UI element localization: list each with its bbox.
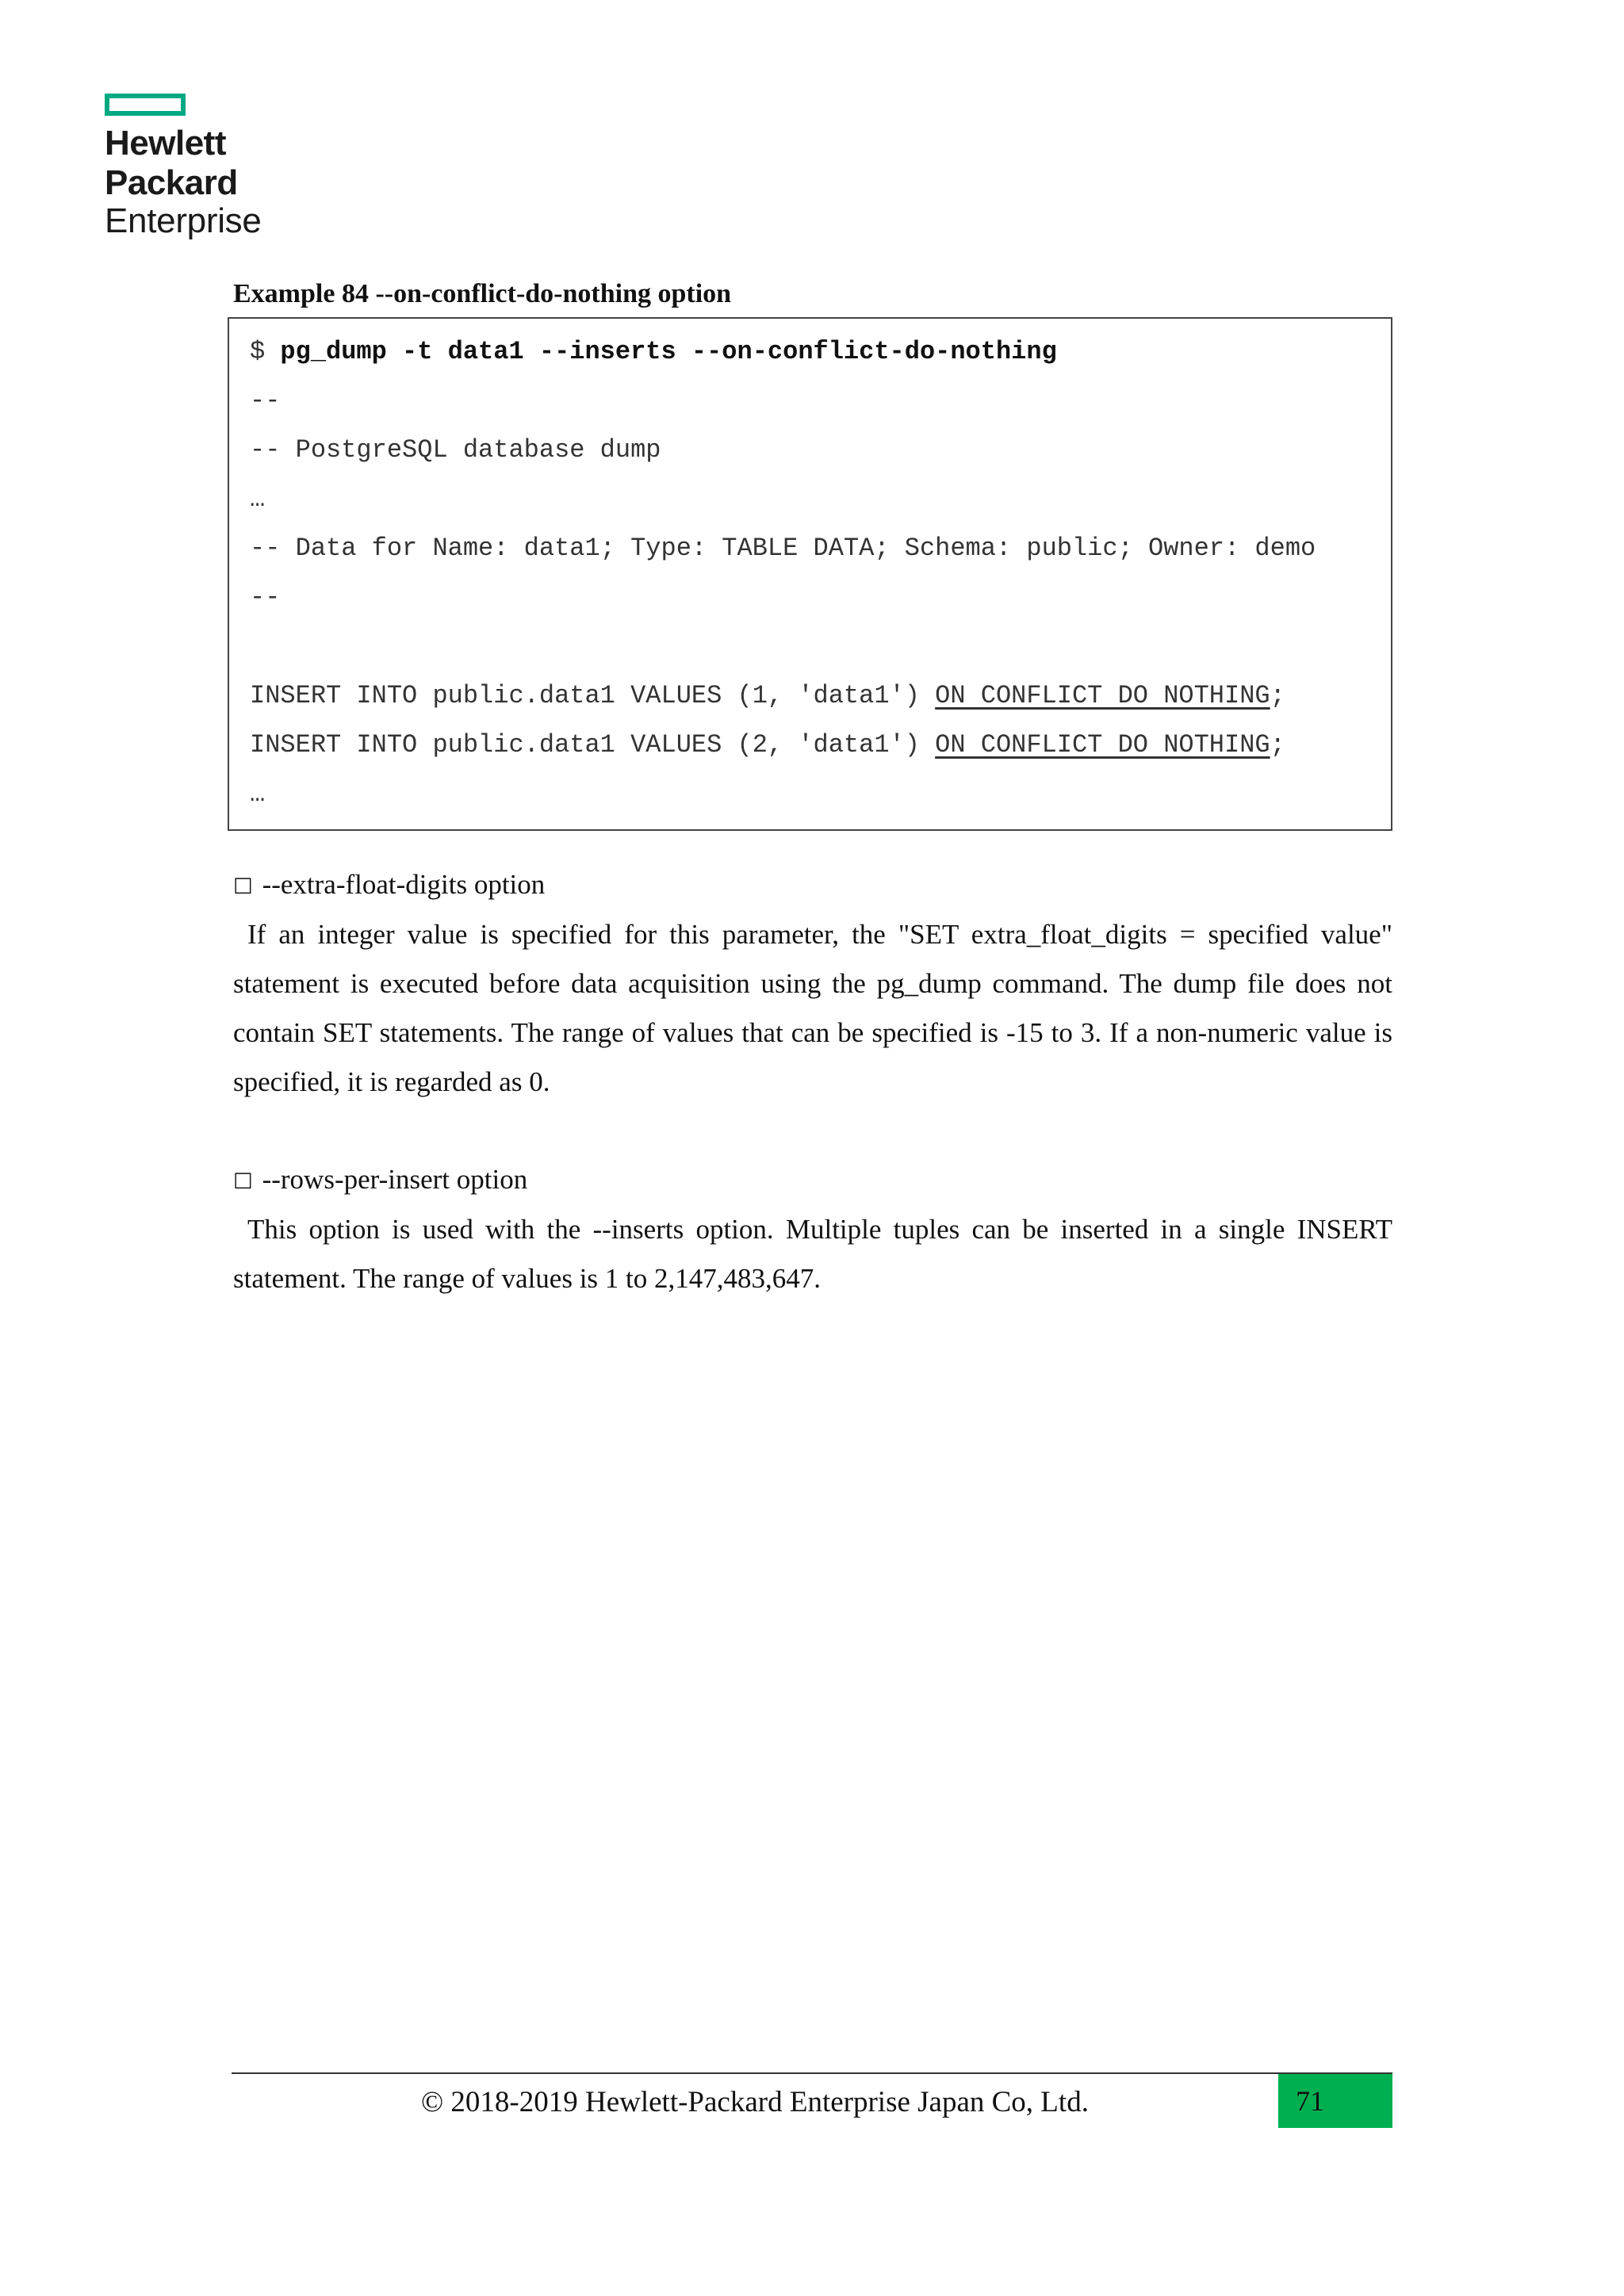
code-prompt: $ <box>250 337 281 366</box>
insert-statement: INSERT INTO public.data1 VALUES (1, 'data1') <box>250 681 936 710</box>
checkbox-bullet-icon: □ <box>233 873 253 897</box>
code-block <box>228 317 1392 831</box>
code-line: -- <box>250 583 281 612</box>
insert-statement: INSERT INTO public.data1 VALUES (2, 'data1') <box>250 730 936 760</box>
section-body-extra-float-digits: If an integer value is specified for this parameter, the "SET extra_float_digits = specified value" statement is executed before data acquisition using the pg_dump command. The dump file does not contain SET statements. The range of values that can be specified is -15 to 3. If a non-numeric value is specified, it is regarded as 0. <box>233 919 1392 1097</box>
footer-divider <box>232 2072 1392 2074</box>
code-line-insert-1 <box>250 680 1383 712</box>
conflict-clause-highlight: ON CONFLICT DO NOTHING <box>935 681 1270 710</box>
code-line: -- Data for Name: data1; Type: TABLE DATA; Schema: public; Owner: demo <box>250 534 1316 563</box>
code-line-command <box>250 336 1383 368</box>
footer-copyright: © 2018-2019 Hewlett-Packard Enterprise Japan Co, Ltd. <box>421 2086 1089 2118</box>
logo-text-line1: Hewlett Packard <box>105 124 238 202</box>
statement-terminator: ; <box>1270 681 1285 710</box>
checkbox-bullet-icon: □ <box>233 1168 253 1192</box>
section-heading-text: --rows-per-insert option <box>262 1164 528 1195</box>
statement-terminator: ; <box>1270 730 1285 760</box>
example-caption: Example 84 --on-conflict-do-nothing option <box>233 279 732 308</box>
code-line-insert-2 <box>250 729 1383 761</box>
code-command: pg_dump -t data1 --inserts --on-conflict-do-nothing <box>280 337 1057 366</box>
code-line: … <box>250 484 266 514</box>
section-heading-extra-float-digits <box>233 869 545 901</box>
page-number: 71 <box>1278 2074 1392 2128</box>
hpe-logo-mark <box>105 94 186 116</box>
section-body-rows-per-insert: This option is used with the --inserts option. Multiple tuples can be inserted in a single INSERT statement. The range of values is 1 to 2,147,483,647. <box>233 1214 1392 1294</box>
section-heading-rows-per-insert <box>233 1164 527 1196</box>
code-line: … <box>250 779 266 809</box>
logo-text-line2: Enterprise <box>105 201 262 240</box>
code-line: -- <box>250 386 281 415</box>
code-line: -- PostgreSQL database dump <box>250 435 661 465</box>
conflict-clause-highlight: ON CONFLICT DO NOTHING <box>935 730 1270 760</box>
section-heading-text: --extra-float-digits option <box>262 869 546 900</box>
hpe-logo <box>105 94 366 239</box>
